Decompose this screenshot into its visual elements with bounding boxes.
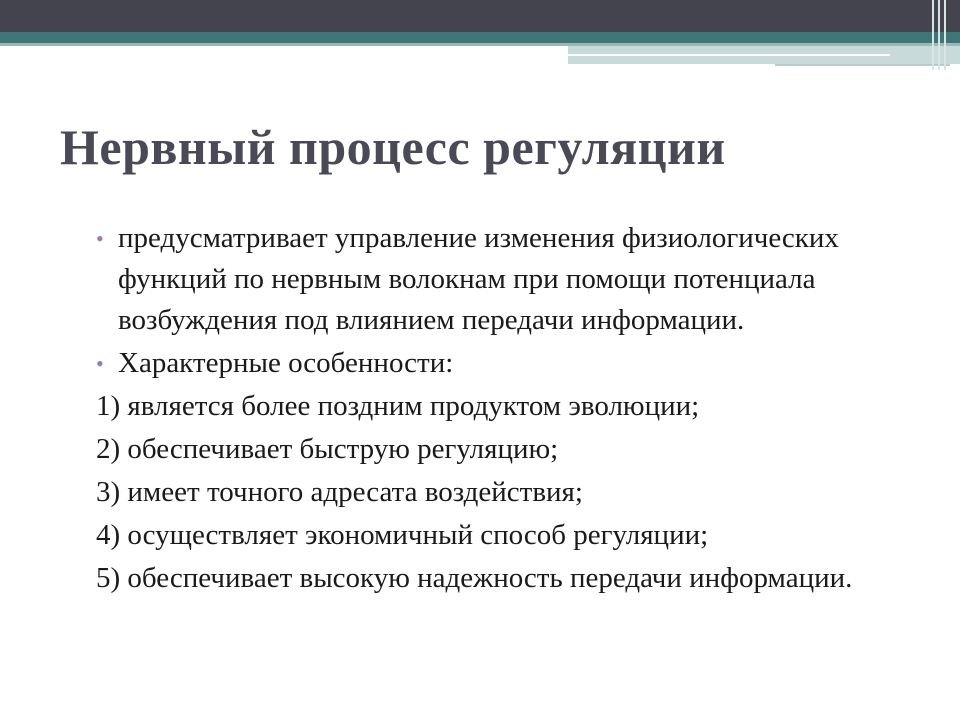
slide-body — [96, 218, 896, 599]
bullet-icon: • — [96, 351, 104, 376]
bullet-item — [96, 343, 896, 384]
bullet-text: предусматривает управление изменения физиологических функций по нервным волокнам при помощи потенциала возбуждения под влиянием передачи информации. — [118, 222, 839, 336]
numbered-item: 4) осуществляет экономичный способ регуляции; — [96, 519, 709, 551]
bullet-text: Характерные особенности: — [118, 347, 454, 379]
bullet-item — [96, 218, 896, 341]
slide-title: Нервный процесс регуляции — [60, 119, 726, 175]
accent-band — [0, 32, 960, 43]
numbered-item: 3) имеет точного адресата воздействия; — [96, 476, 583, 508]
decorative-vertical-lines — [930, 0, 952, 70]
numbered-item: 5) обеспечивает высокую надежность передачи информации. — [96, 562, 853, 594]
accent-step-line — [568, 54, 890, 56]
accent-step-line-lower — [775, 64, 950, 66]
bullet-icon: • — [96, 226, 104, 251]
numbered-item: 2) обеспечивает быструю регуляцию; — [96, 433, 559, 465]
header-bar — [0, 0, 960, 32]
numbered-item: 1) является более поздним продуктом эволюции; — [96, 390, 700, 422]
